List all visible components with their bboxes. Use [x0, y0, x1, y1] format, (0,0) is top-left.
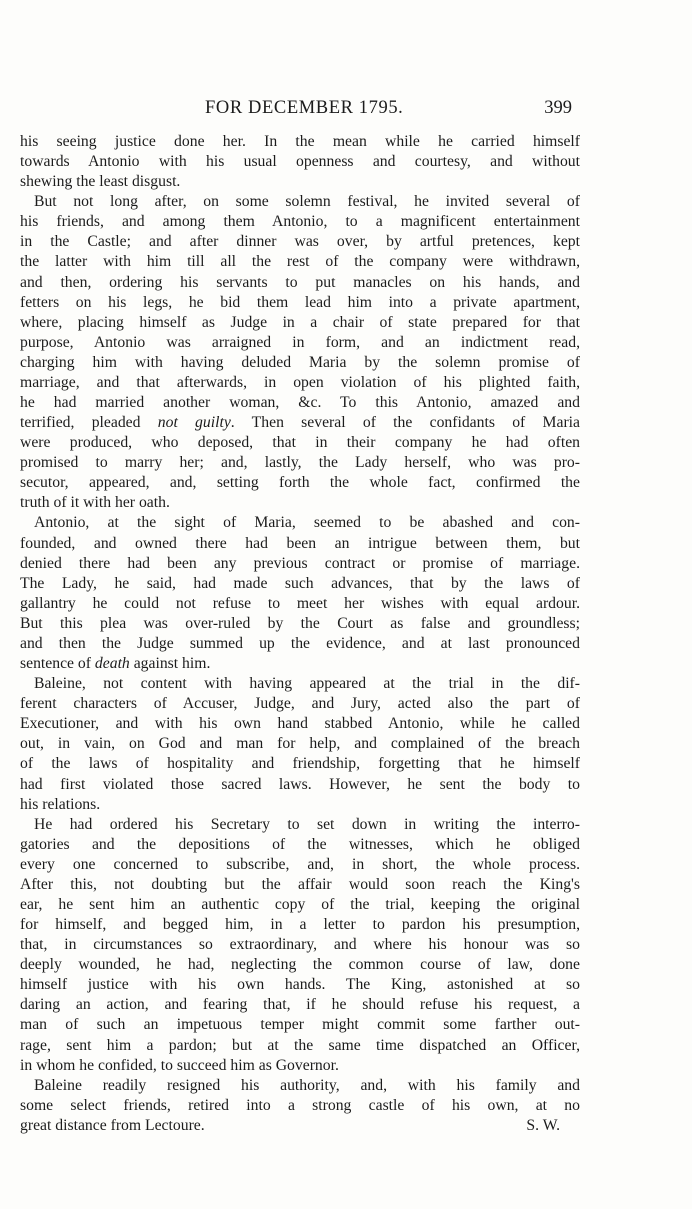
text-segment: rage, sent him a pardon; but at the same time dispatched an Officer,: [20, 1036, 580, 1054]
running-head: [20, 98, 580, 122]
paragraph: [20, 674, 580, 815]
text-segment: Baleine, not content with having appeared at the trial in the dif-: [34, 675, 580, 693]
running-title: FOR DECEMBER 1795.: [205, 98, 404, 118]
text-line: [20, 513, 580, 533]
paragraph: [20, 815, 580, 1076]
text-segment: every one concerned to subscribe, and, in short, the whole process.: [20, 855, 580, 873]
text-segment: ear, he sent him an authentic copy of the trial, keeping the original: [20, 895, 580, 913]
text-line: [20, 152, 580, 172]
paragraph: [20, 132, 580, 192]
text-line: [20, 1096, 580, 1116]
text-segment: The Lady, he said, had made such advances, that by the laws of: [20, 574, 580, 592]
text-segment: terrified, pleaded: [20, 414, 158, 432]
text-segment: But this plea was over-ruled by the Court as false and groundless;: [20, 614, 580, 632]
text-segment: where, placing himself as Judge in a chair of state prepared for that: [20, 313, 580, 331]
text-line: [20, 1036, 580, 1056]
text-line: [20, 493, 580, 513]
text-segment: denied there had been any previous contract or promise of marriage.: [20, 554, 580, 572]
text-segment: the latter with him till all the rest of the company were withdrawn,: [20, 253, 580, 271]
text-line: [20, 975, 580, 995]
text-segment: his seeing justice done her. In the mean while he carried himself: [20, 133, 580, 150]
text-segment: for himself, and begged him, in a letter to pardon his presumption,: [20, 916, 580, 934]
text-segment: fetters on his legs, he bid them lead him into a private apartment,: [20, 293, 580, 311]
text-line: [20, 614, 580, 634]
text-segment: towards Antonio with his usual openness and courtesy, and without: [20, 153, 580, 171]
text-line: [20, 293, 580, 313]
page-number: 399: [544, 98, 572, 118]
text-segment: Baleine readily resigned his authority, and, with his family and: [34, 1076, 580, 1094]
text-line: [20, 333, 580, 353]
text-segment: gallantry he could not refuse to meet her wishes with equal ardour.: [20, 594, 580, 612]
article-body: [20, 132, 580, 1136]
text-line: [20, 373, 580, 393]
text-line: [20, 554, 580, 574]
paragraph: [20, 1076, 580, 1136]
text-line: [20, 815, 580, 835]
text-line: [20, 273, 580, 293]
text-segment: his friends, and among them Antonio, to a magnificent entertainment: [20, 213, 580, 231]
text-segment: . Then several of the confidants of Maria: [230, 414, 580, 432]
text-segment: Executioner, and with his own hand stabbed Antonio, while he called: [20, 715, 580, 733]
text-line: [20, 935, 580, 955]
text-segment: man of such an impetuous temper might commit some farther out-: [20, 1016, 580, 1034]
text-line: [20, 895, 580, 915]
text-segment: founded, and owned there had been an intrigue between them, but: [20, 534, 580, 552]
text-segment: he had married another woman, &c. To this Antonio, amazed and: [20, 394, 580, 412]
text-line: [20, 795, 580, 815]
text-segment: charging him with having deluded Maria by the solemn promise of: [20, 353, 580, 371]
text-segment: had first violated those sacred laws. However, he sent the body to: [20, 775, 580, 793]
text-segment: truth of it with her oath.: [20, 494, 170, 512]
text-segment: ferent characters of Accuser, Judge, and Jury, acted also the part of: [20, 695, 580, 713]
text-line: [20, 453, 580, 473]
text-line: [20, 1116, 580, 1136]
text-segment: deeply wounded, he had, neglecting the common course of law, done: [20, 956, 580, 974]
text-line: [20, 1015, 580, 1035]
text-segment: shewing the least disgust.: [20, 173, 181, 191]
text-segment: great distance from Lectoure.: [20, 1116, 205, 1134]
text-line: [20, 775, 580, 795]
text-line: [20, 172, 580, 192]
text-segment: marriage, and that afterwards, in open violation of his plighted faith,: [20, 373, 580, 391]
text-segment: sentence of: [20, 655, 95, 673]
text-segment: in whom he confided, to succeed him as Governor.: [20, 1056, 339, 1074]
text-line: [20, 212, 580, 232]
text-segment: But not long after, on some solemn festival, he invited several of: [34, 193, 580, 211]
text-segment: He had ordered his Secretary to set down in writing the interro-: [34, 815, 580, 833]
author-signature: S. W.: [526, 1116, 560, 1134]
text-line: [20, 1076, 580, 1096]
text-line: [20, 353, 580, 373]
italic-text: death: [94, 655, 130, 673]
text-line: [20, 694, 580, 714]
text-segment: Antonio, at the sight of Maria, seemed to be abashed and con-: [34, 514, 580, 532]
text-line: [20, 915, 580, 935]
text-segment: that, in circumstances so extraordinary, and where his honour was so: [20, 936, 580, 954]
text-segment: and then the Judge summed up the evidence, and at last pronounced: [20, 634, 580, 652]
text-line: [20, 674, 580, 694]
text-segment: were produced, who deposed, that in their company he had often: [20, 434, 580, 452]
text-line: [20, 232, 580, 252]
text-line: [20, 252, 580, 272]
text-segment: daring an action, and fearing that, if he should refuse his request, a: [20, 996, 580, 1014]
text-segment: promised to marry her; and, lastly, the Lady herself, who was pro-: [20, 454, 580, 472]
text-line: [20, 754, 580, 774]
text-segment: against him.: [129, 655, 211, 673]
text-line: [20, 995, 580, 1015]
text-segment: secutor, appeared, and, setting forth the whole fact, confirmed the: [20, 474, 580, 492]
text-line: [20, 875, 580, 895]
text-line: [20, 714, 580, 734]
text-line: [20, 313, 580, 333]
text-line: [20, 734, 580, 754]
paragraph: [20, 513, 580, 674]
text-line: [20, 855, 580, 875]
text-line: [20, 413, 580, 433]
text-line: [20, 132, 580, 152]
text-line: [20, 433, 580, 453]
text-line: [20, 594, 580, 614]
text-segment: his relations.: [20, 795, 101, 813]
text-segment: in the Castle; and after dinner was over, by artful pretences, kept: [20, 233, 580, 251]
text-line: [20, 192, 580, 212]
italic-text: not guilty: [157, 414, 231, 432]
text-line: [20, 634, 580, 654]
text-segment: some select friends, retired into a strong castle of his own, at no: [20, 1096, 580, 1114]
text-segment: of the laws of hospitality and friendship, forgetting that he himself: [20, 755, 580, 773]
text-segment: After this, not doubting but the affair would soon reach the King's: [20, 875, 580, 893]
text-line: [20, 1056, 580, 1076]
text-line: [20, 473, 580, 493]
text-line: [20, 835, 580, 855]
text-line: [20, 574, 580, 594]
text-segment: gatories and the depositions of the witnesses, which he obliged: [20, 835, 580, 853]
text-segment: purpose, Antonio was arraigned in form, and an indictment read,: [20, 333, 580, 351]
text-segment: out, in vain, on God and man for help, and complained of the breach: [20, 735, 580, 753]
paragraph: [20, 192, 580, 513]
text-line: [20, 393, 580, 413]
text-line: [20, 534, 580, 554]
text-line: [20, 955, 580, 975]
text-segment: and then, ordering his servants to put manacles on his hands, and: [20, 273, 580, 291]
text-line: [20, 654, 580, 674]
text-segment: himself justice with his own hands. The King, astonished at so: [20, 976, 580, 994]
